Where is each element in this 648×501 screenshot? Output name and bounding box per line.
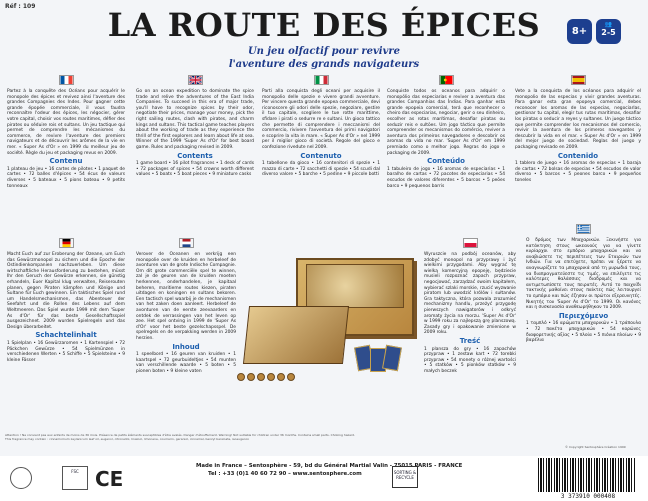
contents-title-nl: Inhoud xyxy=(172,342,200,351)
barcode-icon xyxy=(538,458,636,492)
contents-title-pl: Treść xyxy=(459,336,481,345)
spain-flag-icon xyxy=(571,75,586,85)
card-deck xyxy=(356,346,412,376)
contents-list-de: 1 Spielplan • 16 Gewürzaromen • 1 Kartenspiel • 72 Päckchen Gewürze • 54 Spielmünzen in verschiedenen Werten • 5 Schiffe • 5 Spielsteine • 9 kleine Fässer xyxy=(7,340,125,363)
contents-title-de: Schachtelinhalt xyxy=(35,331,97,340)
column-polish xyxy=(424,238,516,433)
contents-list-it: 1 tabellone da gioco • 16 contenitori di spezie • 1 mazzo di carte • 72 sacchetti di spezie • 54 scudi dal diverso valore • 5 barche • 5 pedine • 9 piccole botti xyxy=(262,161,380,178)
body-text-de: Macht Euch auf zur Eroberung der Ozeane, um Euch das Gewürzmonopol zu sichern und die Epoche der Ostindienkompanien nachzuerleben. Um diese wirtschaftliche Herausforderung zu bestehen, müsst Ihr den Geruch der Gewürze erkennen, sie günstig erhandeln, Euer Kapital klug verwalten, Reiserouten planen, gegen Piraten kämpfen und Könige und Sultane für Euch gewinnen. Ein taktisches Spiel rund um Handelsmechanismen, das Abenteuer der Seefahrt und die Rollen des Lebens auf dem Weltmeeren. Das Spiel wurde 1999 mit dem 'Super As d'Or' für das beste Gesellschaftsspiel ausgezeichnet. 2009 wurden Spielregeln und das Design überarbeitet. xyxy=(7,252,125,330)
contents-title-pt: Conteúdo xyxy=(427,157,465,166)
players-badge xyxy=(596,19,621,44)
players-count: 2-5 xyxy=(601,28,616,37)
column-italian xyxy=(262,75,380,250)
body-text-it: Parti alla conquista degli oceani per acquisire il monopolio delle spezie e vivere grandi avventure. Per vincere questa grande epopea commerciale, devi riconoscere gli odori delle spezie, negoziare, gestire il tuo capitale, scegliere le tue rotte marittime, sfidare i pirati o sedurre re e sultani. Un gioco tattico che permette di comprendere i meccanismi del commercio, rivivere l'avventura dei primi navigatori e scoprire la vita in mare. « Super As d'Or » nel 1999 per il miglior gioco di società. Regole del gioco e confezione rivedute nel 2009. xyxy=(262,89,380,150)
subtitle-line-2: l'aventure des grands navigateurs xyxy=(228,59,420,70)
reference-number: Réf : 109 xyxy=(5,3,36,10)
contents-list-el: 1 ταμπλό • 16 αρώματα μπαχαρικών • 1 τράπουλα • 72 πακέτα μπαχαρικών • 54 κορώνες διαφορετικής αξίας • 5 πλοία • 5 πιόνια πλοίων • 9 βαρέλια xyxy=(526,321,641,344)
column-dutch xyxy=(136,238,236,433)
box-cover-map xyxy=(306,264,404,308)
body-text-pt: Conquiste todos os oceanos para adquirir o monopólio das especiarias e reviver a aventura das grandes Companhias das Índias. Para ganhar esta grande epopeia comercial, terá que reconhecer o cheiro das especiarias, negociar, gerir o seu dinheiro, escolher as rotas marítimas, desafiar piratas ou seduzir reis e sultões. Um jogo táctico que permite compreender os mecanismos do comércio, reviver a aventura dos primeiros navegadores e descobrir os aromas da vida no mar. 'Super As d'Or' em 1999 premiado como o melhor jogo. Regras do jogo e packaging de 2009. xyxy=(387,89,505,156)
uk-flag-icon xyxy=(188,75,203,85)
body-text-en: Go on an ocean expedition to dominate the spice trade and relive the adventures of the East India Companies. To succeed in this era of major trade, you'll have to recognize spices by their odor, negotiate their prices, manage your money, pick the right sailing routes, clash with pirates, and charm kings and sultans. This tactical game teaches players about the working of trade as they experience the thrill of the first explorers and learn about life at sea. Winner of the 1999 'Super As d'Or' for best board game. Rules and packaging revised in 2009. xyxy=(136,89,254,150)
column-portuguese xyxy=(387,75,505,250)
contents-title-fr: Contenu xyxy=(49,157,83,166)
contents-title-it: Contenuto xyxy=(300,151,342,160)
age-badge: 8+ xyxy=(567,19,592,44)
fsc-logo-icon: FSC xyxy=(62,466,88,490)
poland-flag-icon xyxy=(463,238,478,248)
body-text-es: Vete a la conquista de los océanos para adquirir el monopolio de las especias y vivir grandes aventuras. Para ganar esta gran epopeya comercial, debes reconocer los aromas de las especias, negociarlas, gestionar tu capital, elegir tus rutas marítimas, desafiar los piratas o seducir a reyes y sultanes. Un juego táctico que permite comprender los mecanismos del comercio, revivir la aventura de los primeros navegantes y descubrir la vida en el mar. « Super As d'Or » en 1999 del mejor juego de sociedad. Reglas del juego y packaging revisado en 2009. xyxy=(515,89,641,150)
safety-and-fragrance-notice xyxy=(5,434,643,441)
spice-tokens xyxy=(236,366,316,384)
contents-list-fr: 1 plateau de jeu • 16 cartes de pilotes • 1 paquet de cartes • 72 balles d'épices • 54 écus de valeurs diverses • 5 bateaux • 5 pions bateau • 9 petits tonneaux xyxy=(7,166,125,189)
netherlands-flag-icon xyxy=(179,238,194,248)
body-text-el: Ο δρόμος των Μπαχαρικών. Ξεκινήστε για κατάκτηση στους ωκεανούς για να γίνετε κυρίαρχοι στο εμπόριο μπαχαρικών και να αναβιώσετε τις περιπέτειες των Εταιριών των Ινδιών. Για να επιτύχετε, πρέπει να ξέρετε να αναγνωρίζετε τα μπαχαρικά από τη μυρωδιά τους, να διαπραγματεύεστε τις τιμές, να επιλέγετε τις καλύτερες θαλάσσιες διαδρομές και να αντιμετωπίσετε τους πειρατές. Αυτό το παιχνίδι τακτικής μαθαίνει στους παίκτες πώς λειτουργεί το εμπόριο και πώς έζησαν οι πρώτοι εξερευνητές. Νικητής του 'Super As d'Or' το 1999. Οι κανόνες και η συσκευασία αναθεωρήθηκαν το 2009. xyxy=(526,238,641,311)
france-flag-icon xyxy=(59,75,74,85)
contents-title-el: Περιεχόμενο xyxy=(558,311,609,320)
copyright: © Copyright Sentosphère Création 1999 xyxy=(565,445,626,449)
column-spanish xyxy=(515,75,641,245)
contents-list-en: 1 game board • 16 pilot fragrances • 1 deck of cards • 72 packages of spices • 54 crowns worth different values • 5 boats • 5 boat pieces • 9 miniature casks xyxy=(136,161,254,178)
body-text-pl: Wyruszcie na podbój oceanów, aby zdobyć monopol na przyprawy i żyć wielkimi przygodami. Aby wygrać tę wielką komercyjną epopeję, będziecie musieli rozpoznać zapach przypraw, negocjować, zarządzać swoim kapitałem, wybierać szlaki morskie, rzucić wyzwanie piratom lub uwodzić królów i sułtanów. Gra taktyczna, która pozwala zrozumieć mechanizmy handlu, przeżyć przygodę pierwszych nawigatorów i odkryć aromaty życia na morzu. 'Super As d'Or' w 1999 roku za najlepszą grę planszową. Zasady gry i opakowanie zmienione w 2009 roku. xyxy=(424,252,516,336)
ce-mark-icon: CE xyxy=(95,467,124,491)
portugal-flag-icon xyxy=(439,75,454,85)
column-english xyxy=(136,75,254,250)
body-text-nl: Verover de Oceanen en verkrijg een monopolie over de kruiden en herbeleef de avonturen van de grote Indische Compagnie. Om dit grote commerciële spel te winnen, zal je de geuren van de kruiden moeten herkennen, onderhandelen, je kapitaal beheren, maritieme routes kiezen, piraten uitdagen en koningen en sultans bekoren. Een tactisch spel waarbij je de mechanismen van het zaken doen aanleert. Herbeleef de avonturen van de eerste zeevaarders en ontdek de verrassingen van het leven op zee. Het spel ontving in 1999 de 'Super As d'Or' voor het beste gezelschapsspel. De spelregels en de verpakking werden in 2009 herzien. xyxy=(136,252,236,341)
game-title: LA ROUTE DES ÉPICES xyxy=(107,6,541,44)
contents-list-es: 1 tablero de juego • 16 aromas de especias • 1 baraja de cartas • 72 bolsas de especias • 54 escudos de valor diverso • 5 barcos • 5 peones barco • 9 pequeños toneles xyxy=(515,161,641,183)
contents-title-es: Contenido xyxy=(557,151,599,160)
contents-list-nl: 1 speelbord • 16 geuren van kruiden • 1 kaartspel • 72 geurbuideltjes • 54 munten van verschillende waarde • 5 boten • 5 pionen boten • 9 kleine vaten xyxy=(136,352,236,374)
column-greek xyxy=(526,224,641,433)
game-board xyxy=(243,306,349,364)
subtitle-line-1: Un jeu olfactif pour revivre xyxy=(247,46,401,57)
italy-flag-icon xyxy=(314,75,329,85)
contact-info: Tel : +33 (0)1 40 60 72 90 – www.sentosphere.com xyxy=(208,471,362,477)
barcode-number: 3 373910 000408 xyxy=(540,493,636,500)
contents-title-en: Contents xyxy=(177,151,213,160)
column-french xyxy=(7,75,125,250)
safety-warning: Attention ! Ne convient pas aux enfants de moins de 36 mois. Présence de petits éléments susceptibles d'être avalés. Danger d'étouffement. Warning! Not suitable for children under 36 months. Contains small parts. Choking hazard. xyxy=(5,433,356,437)
made-in-france: Made in France – Sentosphère - 59, bd du Général Martial Valin - 75015 PARIS - FRANCE xyxy=(196,463,463,469)
fragrance-list: This fragrance may contain : cinnamomum zeylanicum leaf oil, eugenol, citronellol, linalool, limonene, coumarin, geraniol, cinnamal, benzyl benzoate, isoeugenol. xyxy=(5,436,250,441)
body-text-fr: Partez à la conquête des Océans pour acquérir le monopole des épices et revivez ainsi l'aventure des grandes Compagnies des Indes. Pour gagner cette grande épopée commerciale, il vous faudra reconnaître l'odeur des épices, les négocier, gérer votre capital, choisir vos routes maritimes, défier des pirates ou séduire rois et sultans. Un jeu tactique qui permet de comprendre les mécanismes du commerce, de revivre l'aventure des premiers navigateurs et de découvrir les arômes de la vie en mer. « Super As d'Or » en 1999 du meilleur jeu de société. Règle du jeu et packaging revus en 2009. xyxy=(7,89,125,156)
greece-flag-icon xyxy=(576,224,591,234)
header xyxy=(0,6,648,70)
column-german xyxy=(7,238,125,433)
recycle-logo-icon: SORTING & RECYCLE xyxy=(392,466,418,488)
players-icon: 👥 xyxy=(604,21,613,28)
seal-icon xyxy=(10,467,32,489)
game-box-photo xyxy=(236,258,420,386)
contents-list-pl: 1 plansza do gry • 16 zapachów przypraw • 1 zestaw kart • 72 torebki przypraw • 54 monety o różnej wartości • 5 statków • 5 pionków statków • 9 małych beczek xyxy=(424,346,516,374)
germany-flag-icon xyxy=(59,238,74,248)
contents-list-pt: 1 tabuleiro de jogo • 16 aromas de especiarias • 1 baralho de cartas • 72 pacotes de especiarias • 54 escudos de valores diferentes • 5 barcos • 5 peões barco • 9 pequenos barris xyxy=(387,166,505,189)
